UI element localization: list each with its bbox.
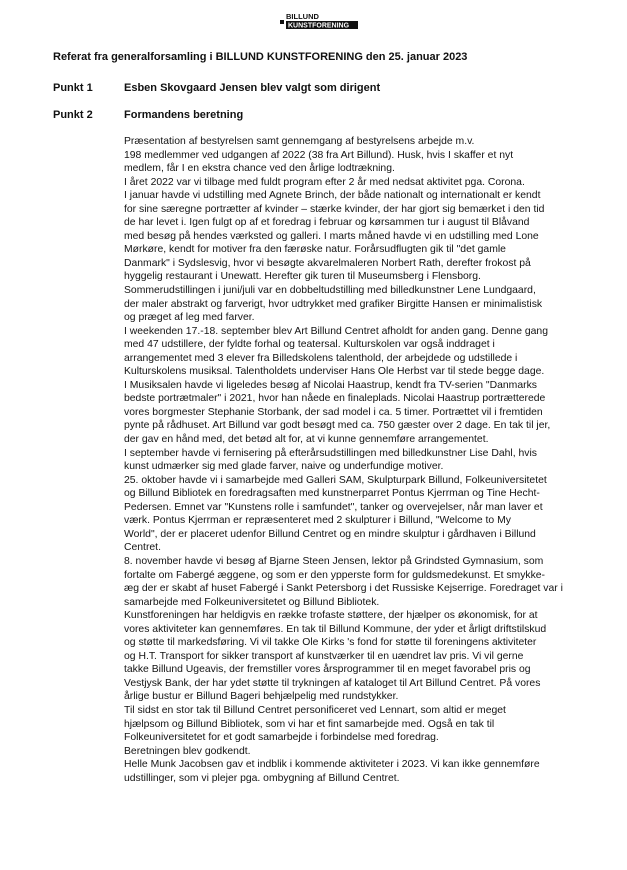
report-line: Kulturskolens musiksal. Talentholdets underviser Hans Ole Herbst var til stede begge dage. xyxy=(124,366,545,378)
report-line: og præget af leg med farver. xyxy=(124,312,255,324)
agenda-point-text: Esben Skovgaard Jensen blev valgt som dirigent xyxy=(124,82,381,94)
report-line: 198 medlemmer ved udgangen af 2022 (38 fra Art Billund). Husk, hvis I skaffer et nyt xyxy=(124,149,514,161)
report-line: med besøg på hendes værksted og galleri. I marts måned havde vi en udstilling med Lone xyxy=(124,230,539,242)
report-line: med 47 udstillere, der fyldte forhal og teatersal. Kulturskolen var også inddraget i xyxy=(124,339,495,351)
report-line: 25. oktober havde vi i samarbejde med Galleri SAM, Skulpturpark Billund, Folkeuniversitetet xyxy=(124,474,547,486)
agenda-point-2 xyxy=(53,108,593,122)
logo-line2: KUNSTFORENING xyxy=(288,22,350,30)
report-line: Kunstforeningen har heldigvis en række trofaste støttere, der hjælper os økonomisk, for at xyxy=(124,610,538,622)
report-line: I weekenden 17.-18. september blev Art Billund Centret afholdt for anden gang. Denne gang xyxy=(124,325,548,337)
report-line: kunst udmærker sig med glade farver, naive og underfundige motiver. xyxy=(124,461,444,473)
report-line: og støtte til markedsføring. Vi vil takke Ole Kirks 's fond for støtte til foreningens aktiviteter xyxy=(124,637,537,649)
report-line: I året 2022 var vi tilbage med fuldt program efter 2 år med nedsat aktivitet pga. Corona. xyxy=(124,176,525,188)
report-line: takke Billund Ugeavis, der fremstiller vores årsprogrammer til en meget favorabel pris og xyxy=(124,664,531,676)
report-line: medlem, får I en ekstra chance ved den årlige lodtrækning. xyxy=(124,163,395,175)
report-line: Mørkøre, kendt for motiver fra den færøske natur. Forårsudflugten gik til "det gamle xyxy=(124,244,506,256)
report-line: World", der er placeret udenfor Billund Centret og en mindre skulptur i gårdhaven i Billund xyxy=(124,528,536,540)
report-line: 8. november havde vi besøg af Bjarne Steen Jensen, lektor på Grindsted Gymnasium, som xyxy=(124,555,544,567)
report-line: de har levet i. Igen fulgt op af et foredrag i februar og kørsammen tur i august til Blåvand xyxy=(124,217,530,229)
report-line: Præsentation af bestyrelsen samt gennemgang af bestyrelsens arbejde m.v. xyxy=(124,136,475,147)
document-title: Referat fra generalforsamling i BILLUND KUNSTFORENING den 25. januar 2023 xyxy=(53,51,468,63)
agenda-point-number: Punkt 2 xyxy=(53,109,93,121)
report-line: I september havde vi fernisering på efterårsudstillingen med billedkunstner Lise Dahl, hvis xyxy=(124,447,537,459)
report-line: Danmark" i Sydslesvig, hvor vi besøgte akvarelmaleren Norbert Rath, derefter frokost på xyxy=(124,257,531,269)
report-line: I Musiksalen havde vi ligeledes besøg af Nicolai Haastrup, kendt fra TV-serien "Danmarks xyxy=(124,379,537,391)
report-line: der maler abstrakt og farverigt, hvor udtrykket med grafiker Birgitte Hansen er minimalistisk xyxy=(124,298,543,310)
report-line: Til sidst en stor tak til Billund Centret personificeret ved Lennart, som altid er meget xyxy=(124,704,506,716)
agenda-point-number: Punkt 1 xyxy=(53,82,93,94)
report-line: vores aktiviteter kan gennemføres. En tak til Billund Kommune, der yder et årligt driftstilskud xyxy=(124,623,547,635)
report-line: Vestjysk Bank, der har ydet støtte til trykningen af kataloget til Art Billund Centret. På vores xyxy=(124,677,541,689)
report-line: Beretningen blev godkendt. xyxy=(124,745,251,757)
agenda-point-text: Formandens beretning xyxy=(124,109,244,121)
logo-line1: BILLUND xyxy=(286,12,319,21)
report-line: Pedersen. Emnet var "Kunstens rolle i samfundet", tanker og overvejelser, når man laver et xyxy=(124,501,543,513)
report-line: pynte på rådhuset. Art Billund var godt besøgt med ca. 750 gæster over 2 dage. En tak til jer, xyxy=(124,420,551,432)
report-line: udstillinger, som vi plejer pga. ombygning af Billund Centret. xyxy=(124,772,400,784)
billund-kunstforening-logo xyxy=(280,10,360,30)
report-line: fortalte om Fabergé æggene, og som er den ypperste form for guldsmedekunst. Et smykke- xyxy=(124,569,546,581)
agenda-point-1 xyxy=(53,81,593,95)
report-line: hyggelig restaurant i Unewatt. Herefter gik turen til Museumsberg i Flensborg. xyxy=(124,271,481,283)
report-line: for sine særegne portrætter af kvinder – stærke kvinder, der har gjort sig bemærket i den tid xyxy=(124,203,545,215)
report-line: Sommerudstillingen i juni/juli var en dobbeltudstilling med billedkunstner Lene Lundgaard, xyxy=(124,285,536,297)
report-line: Folkeuniversitetet for et godt samarbejde i forbindelse med foredrag. xyxy=(124,732,439,744)
report-line: samarbejde med Folkeuniversitetet og Billund Bibliotek. xyxy=(124,596,380,608)
report-line: der gav en hånd med, det betød alt for, at vi kunne gennemføre arrangementet. xyxy=(124,434,489,446)
report-line: hjælpsom og Billund Bibliotek, som vi har et fint samarbejde med. Også en tak til xyxy=(124,718,495,730)
report-line: og H.T. Transport for sikker transport af kunstværker til en uændret lav pris. Vi vil gerne xyxy=(124,650,524,662)
report-line: I januar havde vi udstilling med Agnete Brinch, der både nationalt og internationalt er kendt xyxy=(124,190,541,202)
report-line: Helle Munk Jacobsen gav et indblik i kommende aktiviteter i 2023. Vi kan ikke gennemføre xyxy=(124,759,540,771)
report-body xyxy=(124,135,614,785)
report-line: Centret. xyxy=(124,542,161,554)
report-line: bedste portrætmaler" i 2021, hvor han nåede en finaleplads. Nicolai Haastrup portrætterede xyxy=(124,393,546,405)
report-line: og Billund Bibliotek en foredragsaften med kunstnerparret Pontus Kjerrman og Tine Hecht- xyxy=(124,488,540,500)
report-line: vores borgmester Stephanie Storbank, der sad model i ca. 5 timer. Portrættet vil i fremtiden xyxy=(124,406,543,418)
report-line: årlige bustur er Billund Bageri behjælpelig med rundstykker. xyxy=(124,691,399,703)
report-line: værk. Pontus Kjerrman er repræsenteret med 2 skulpturer i Billund, "Welcome to My xyxy=(124,515,511,527)
report-line: æg der er skabt af huset Fabergé i Sankt Petersborg i det Russiske Kejserrige. Foredraget var i xyxy=(124,583,563,595)
report-line: arrangementet med 3 elever fra Billedskolens talenthold, der arbejdede og udstillede i xyxy=(124,352,518,364)
